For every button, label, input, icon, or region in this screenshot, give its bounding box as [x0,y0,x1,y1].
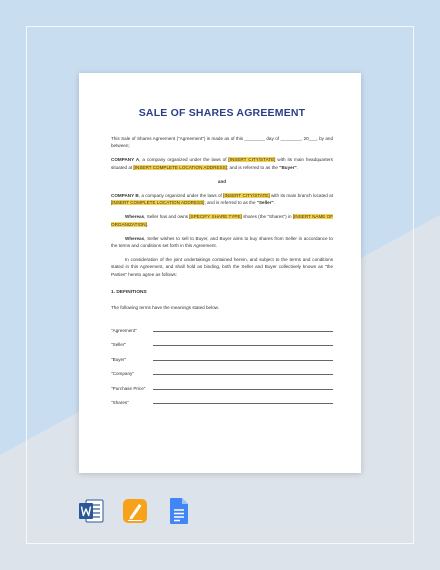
whereas-sale-paragraph [111,235,333,249]
company-a-text-3: ; and is referred to as the [226,164,280,170]
definition-row [111,362,333,377]
company-b-text-3: ; and is referred to as the [204,200,257,206]
blank-line [153,345,333,346]
intro-text: This Sale of Shares Agreement ("Agreement") is made as of this ________ day of ________, 20___, by and between; [111,136,333,149]
definition-row [111,376,333,391]
blank-line [153,360,333,361]
definition-row [111,333,333,348]
company-b-role: "Seller" [256,200,274,206]
definitions-heading: 1. DEFINITIONS [111,289,147,295]
blank-line [153,389,333,390]
company-b-text-2: with its main branch located at [269,193,334,199]
whereas-shares-paragraph [111,213,333,227]
company-a-text-2: with its main headquarters situated at [111,157,333,170]
blank-line [153,403,333,404]
term-label: "Agreement" [111,327,137,333]
intro-paragraph [111,135,333,149]
blank-line [153,331,333,332]
whereas-lead-1: Whereas [125,214,145,220]
word-icon[interactable] [78,497,104,525]
company-a-paragraph [111,156,333,170]
and-separator: and [217,178,227,184]
term-label: "Seller" [111,342,127,348]
placeholder-address-b: [INSERT COMPLETE LOCATION ADDRESS] [111,200,205,206]
company-b-text-4: . [273,200,275,206]
placeholder-organization-name: [INSERT NAME OF ORGANIZATION] [111,214,334,227]
consideration-paragraph: In consideration of the joint undertakings contained herein, and subject to the terms and conditions stated in this Agreement, and shall hold as binding, both the Seller and Buyer collectively known as "the Parties" hereto agree as follows: [111,257,333,277]
company-a-text-1: , a company organized under the laws of [139,157,229,163]
whereas-lead-2: Whereas [125,235,145,241]
blank-line [153,374,333,375]
placeholder-city-state-b: [INSERT CITY/STATE] [223,193,270,199]
company-a-text-4: . [296,164,298,170]
term-label: "Purchase Price" [111,385,146,391]
whereas-1-text-3: . [146,221,149,227]
company-b-name: COMPANY B [111,193,139,199]
term-label: "Company" [111,371,134,377]
placeholder-city-state-a: [INSERT CITY/STATE] [228,157,276,163]
company-b-paragraph [111,192,333,206]
definition-row [111,347,333,362]
company-b-text-1: , a company organized under the laws of [138,193,224,199]
document-page [79,73,361,473]
definitions-intro: The following terms have the meanings stated below. [111,304,220,310]
placeholder-address-a: [INSERT COMPLETE LOCATION ADDRESS] [133,164,227,170]
whereas-2-text: , Seller wishes to sell to Buyer, and Buyer aims to buy shares from Seller in accordance to the terms and conditions set forth in this Agreement. [111,235,333,249]
definition-row [111,391,333,406]
company-a-role: "Buyer" [279,164,297,170]
term-label: "Buyer" [111,356,127,362]
document-title: SALE OF SHARES AGREEMENT [138,107,306,119]
term-label: "Shares" [111,400,129,406]
app-icons [78,497,192,525]
google-docs-icon[interactable] [166,497,192,525]
definition-row [111,318,333,333]
whereas-1-text-2: shares (the "Shares") in [241,214,293,220]
whereas-1-text-1: , Seller has and owns [144,214,190,220]
pages-icon[interactable] [122,497,148,525]
company-a-name: COMPANY A [111,157,140,163]
placeholder-share-type: [SPECIFY SHARE TYPE] [189,214,242,220]
